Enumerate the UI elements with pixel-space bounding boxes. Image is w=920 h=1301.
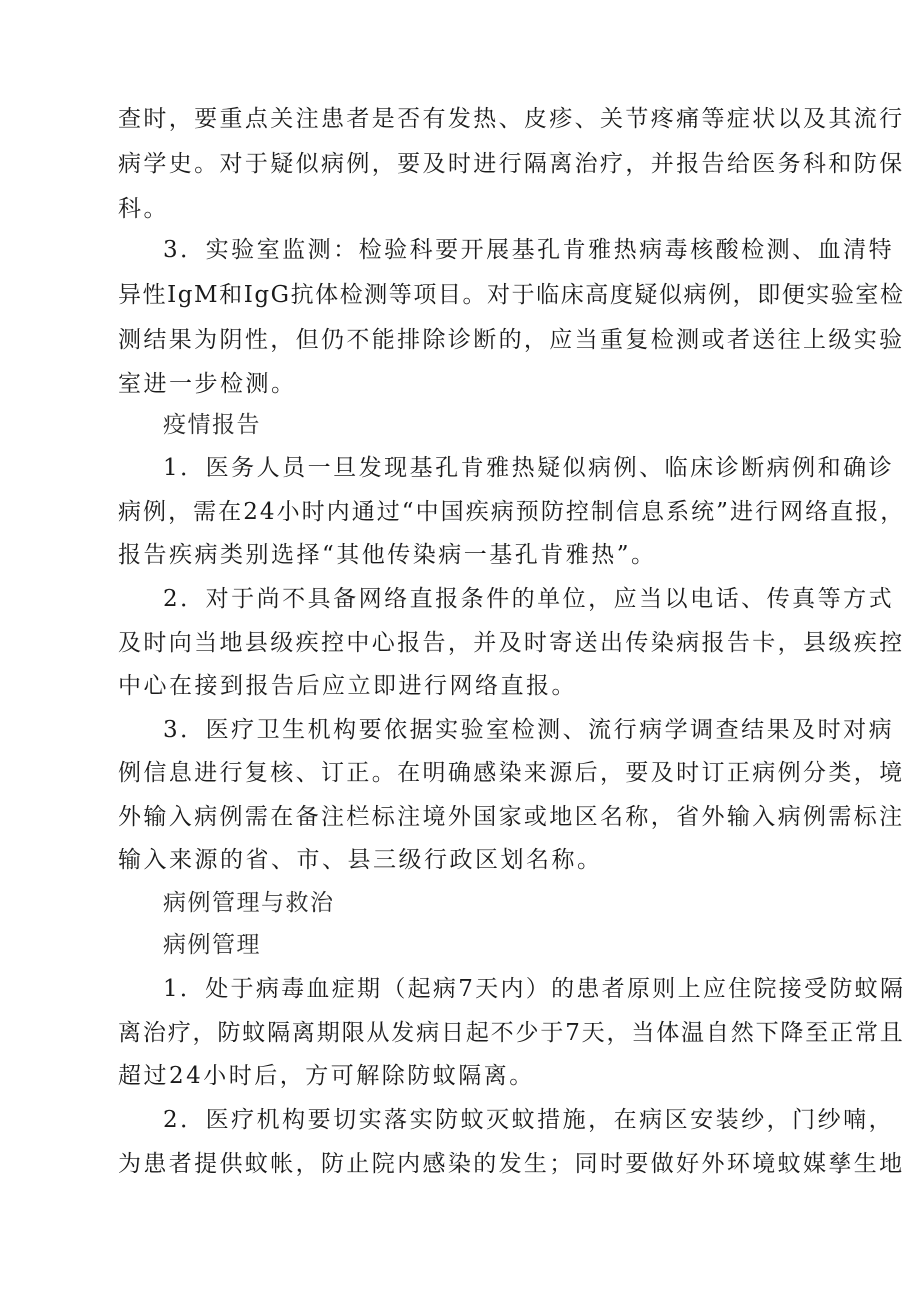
- text-line: 病学史。对于疑似病例，要及时进行隔离治疗，并报告给医务科和防保: [118, 151, 905, 177]
- text-line: 3．实验室监测：检验科要开展基孔肯雅热病毒核酸检测、血清特: [163, 237, 895, 263]
- text-line: 离治疗，防蚊隔离期限从发病日起不少于7天，当体温自然下降至正常且: [118, 1020, 905, 1046]
- text-line: 超过24小时后，方可解除防蚊隔离。: [118, 1063, 535, 1089]
- text-line: 中心在接到报告后应立即进行网络直报。: [118, 673, 577, 699]
- text-line: 1．医务人员一旦发现基孔肯雅热疑似病例、临床诊断病例和确诊: [163, 455, 895, 481]
- text-line: 3．医疗卫生机构要依据实验室检测、流行病学调查结果及时对病: [163, 717, 895, 743]
- text-line: 为患者提供蚊帐，防止院内感染的发生；同时要做好外环境蚊媒孳生地: [118, 1151, 905, 1177]
- text-line: 输入来源的省、市、县三级行政区划名称。: [118, 847, 603, 873]
- section-heading: 疫情报告: [163, 412, 261, 438]
- text-line: 室进一步检测。: [118, 371, 297, 397]
- text-line: 报告疾病类别选择“其他传染病一基孔肯雅热”。: [118, 542, 657, 568]
- text-line: 外输入病例需在备注栏标注境外国家或地区名称，省外输入病例需标注: [118, 804, 905, 830]
- subsection-heading: 病例管理: [163, 932, 261, 958]
- text-line: 例信息进行复核、订正。在明确感染来源后，要及时订正病例分类，境: [118, 760, 905, 786]
- text-line: 测结果为阴性，但仍不能排除诊断的，应当重复检测或者送往上级实验: [118, 327, 905, 353]
- section-heading: 病例管理与救治: [163, 890, 335, 916]
- text-line: 科。: [118, 196, 169, 222]
- text-line: 查时，要重点关注患者是否有发热、皮疹、关节疼痛等症状以及其流行: [118, 106, 905, 132]
- text-line: 2．对于尚不具备网络直报条件的单位，应当以电话、传真等方式: [163, 586, 895, 612]
- text-line: 异性IgM和IgG抗体检测等项目。对于临床高度疑似病例，即便实验室检: [118, 282, 905, 308]
- text-line: 及时向当地县级疾控中心报告，并及时寄送出传染病报告卡，县级疾控: [118, 630, 905, 656]
- text-line: 1．处于病毒血症期（起病7天内）的患者原则上应住院接受防蚊隔: [163, 976, 906, 1002]
- text-line: 病例，需在24小时内通过“中国疾病预防控制信息系统”进行网络直报，: [118, 499, 906, 525]
- text-line: 2．医疗机构要切实落实防蚊灭蚊措施，在病区安装纱，门纱喃，: [163, 1107, 895, 1133]
